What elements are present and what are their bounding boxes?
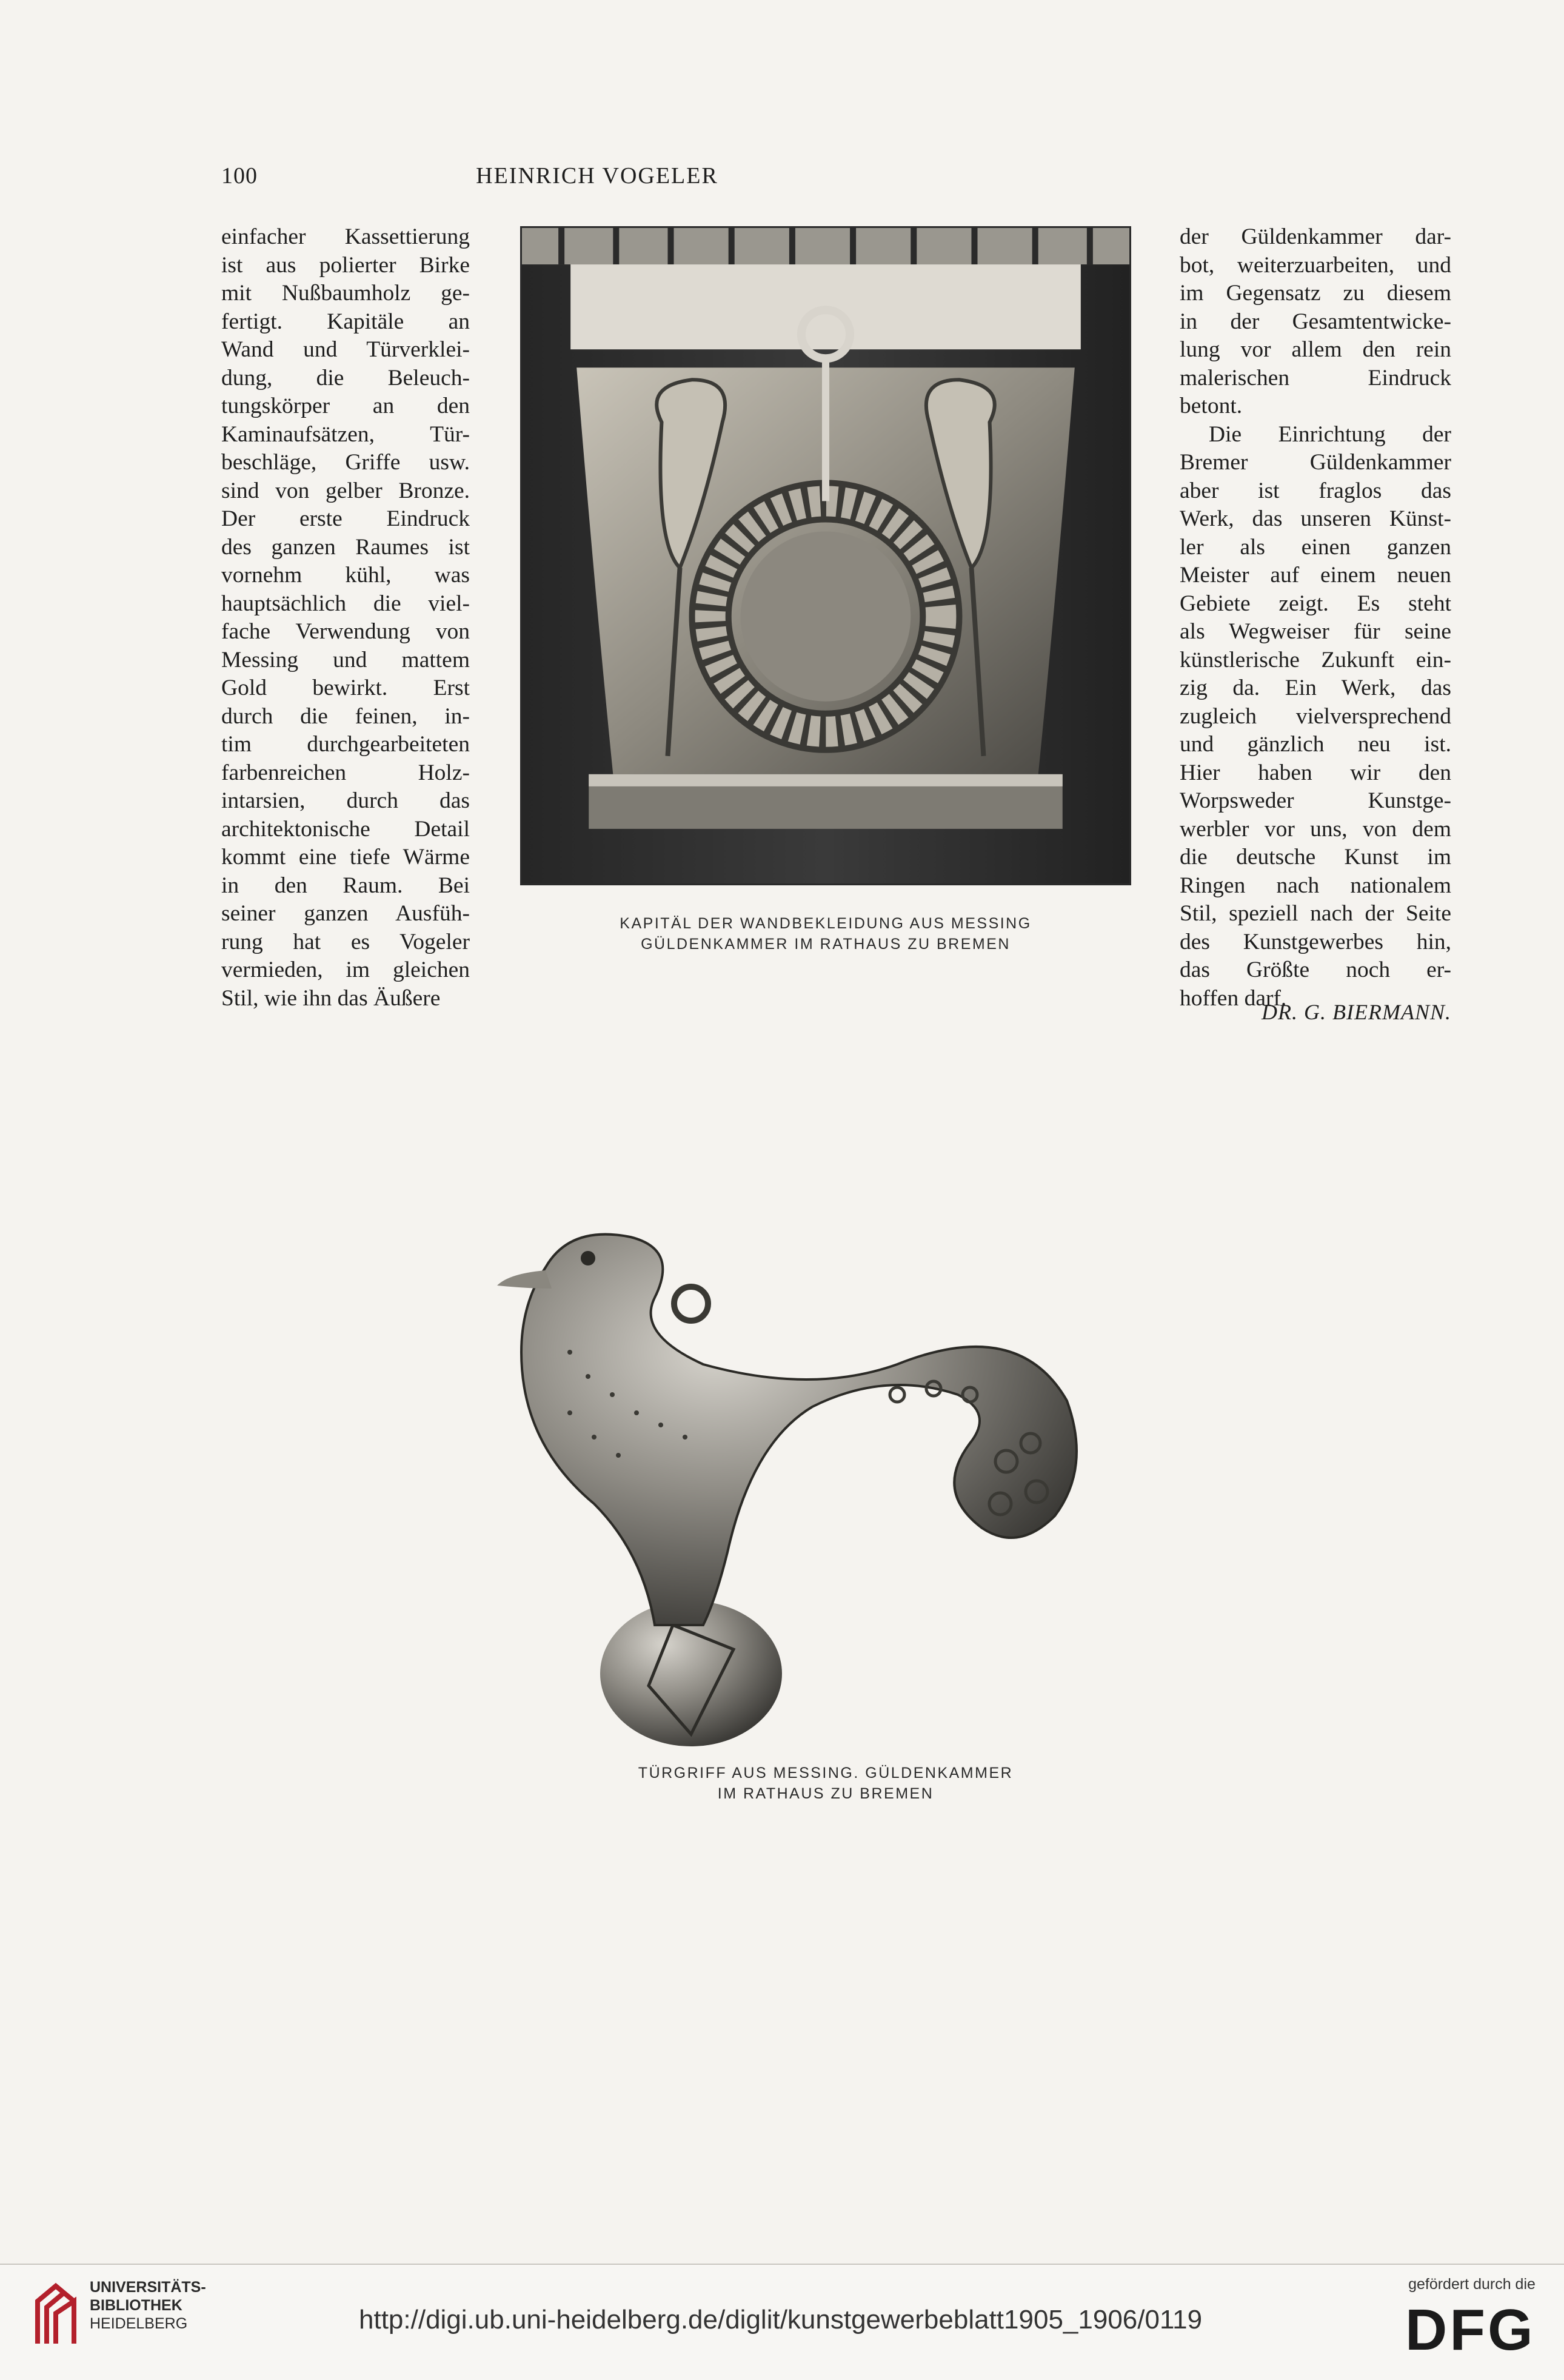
capital-image xyxy=(522,228,1129,883)
door-handle-caption-line-1: TÜRGRIFF AUS MESSING. GÜLDENKAMMER xyxy=(638,1765,1014,1782)
text-line: werbler vor uns, von dem xyxy=(1180,816,1451,842)
digitization-footer xyxy=(0,2264,1564,2380)
text-line: seiner ganzen Ausfüh- xyxy=(221,901,470,926)
capital-caption-line-2: GÜLDENKAMMER IM RATHAUS ZU BREMEN xyxy=(641,936,1011,953)
ub-heidelberg-logo-icon xyxy=(32,2277,80,2350)
text-line: Kaminaufsätzen, Tür- xyxy=(221,421,470,447)
text-line: und gänzlich neu ist. xyxy=(1180,732,1451,757)
text-line: Bremer Güldenkammer xyxy=(1180,450,1451,475)
text-line: aber ist fraglos das xyxy=(1180,478,1451,503)
text-line: beschläge, Griffe usw. xyxy=(221,450,470,475)
text-line: Wand und Türverklei- xyxy=(221,337,470,362)
text-line: Hier haben wir den xyxy=(1180,760,1451,785)
text-line: des ganzen Raumes ist xyxy=(221,534,470,560)
text-line: Messing und mattem xyxy=(221,647,470,672)
text-line: Meister auf einem neuen xyxy=(1180,563,1451,588)
library-line-2: BIBLIOTHEK xyxy=(90,2297,182,2314)
text-line: des Kunstgewerbes hin, xyxy=(1180,929,1451,954)
text-line: zig da. Ein Werk, das xyxy=(1180,675,1451,700)
text-line: fache Verwendung von xyxy=(221,619,470,644)
text-line: die deutsche Kunst im xyxy=(1180,845,1451,870)
text-line: Die Einrichtung der xyxy=(1209,421,1451,447)
text-line: sind von gelber Bronze. xyxy=(221,478,470,503)
capital-photograph xyxy=(520,226,1131,885)
text-line: Stil, wie ihn das Äußere xyxy=(221,985,441,1011)
door-handle-photograph xyxy=(473,1213,1212,1758)
text-line: fertigt. Kapitäle an xyxy=(221,309,470,334)
text-line: im Gegensatz zu diesem xyxy=(1180,281,1451,306)
text-line: künstlerische Zukunft ein- xyxy=(1180,647,1451,672)
left-text-column xyxy=(221,223,470,1013)
text-line: Ringen nach nationalem xyxy=(1180,873,1451,898)
door-handle-caption-line-2: IM RATHAUS ZU BREMEN xyxy=(717,1785,934,1802)
text-line: ist aus polierter Birke xyxy=(221,252,470,278)
text-line: kommt eine tiefe Wärme xyxy=(221,845,470,870)
capital-caption xyxy=(520,913,1131,954)
author-signature: DR. G. BIERMANN. xyxy=(1262,1000,1451,1024)
dfg-logo: DFG xyxy=(1405,2298,1536,2362)
sponsor-text: gefördert durch die xyxy=(1408,2276,1536,2293)
text-line: als Wegweiser für seine xyxy=(1180,619,1451,644)
text-line: Gold bewirkt. Erst xyxy=(221,675,470,700)
text-line: malerischen Eindruck xyxy=(1180,365,1451,391)
text-line: mit Nußbaumholz ge- xyxy=(221,281,470,306)
text-line: in der Gesamtentwicke- xyxy=(1180,309,1451,334)
text-line: hoffen darf. xyxy=(1180,985,1287,1011)
text-line: bot, weiterzuarbeiten, und xyxy=(1180,252,1451,278)
text-line: Gebiete zeigt. Es steht xyxy=(1180,591,1451,616)
permalink-url[interactable]: http://digi.ub.uni-heidelberg.de/diglit/kunstgewerbeblatt1905_1906/0119 xyxy=(359,2305,1203,2335)
door-handle-image xyxy=(473,1213,1212,1758)
running-head xyxy=(221,163,973,193)
text-line: rung hat es Vogeler xyxy=(221,929,470,954)
text-line: in den Raum. Bei xyxy=(221,873,470,898)
text-line: farbenreichen Holz- xyxy=(221,760,470,785)
text-line: hauptsächlich die viel- xyxy=(221,591,470,616)
text-line: vermieden, im gleichen xyxy=(221,957,470,982)
text-line: das Größte noch er- xyxy=(1180,957,1451,982)
text-line: Der erste Eindruck xyxy=(221,506,470,531)
page-number: 100 xyxy=(221,163,258,189)
text-line: tim durchgearbeiteten xyxy=(221,732,470,757)
text-line: Worpsweder Kunstge- xyxy=(1180,788,1451,813)
text-line: tungskörper an den xyxy=(221,394,470,418)
library-name xyxy=(90,2278,206,2333)
text-line: architektonische Detail xyxy=(221,816,470,842)
text-line: lung vor allem den rein xyxy=(1180,337,1451,362)
door-handle-caption xyxy=(520,1763,1131,1804)
library-line-1: UNIVERSITÄTS- xyxy=(90,2279,206,2296)
text-line: Werk, das unseren Künst- xyxy=(1180,506,1451,531)
text-line: dung, die Beleuch- xyxy=(221,365,470,391)
text-line: einfacher Kassettierung xyxy=(221,224,470,249)
text-line: zugleich vielversprechend xyxy=(1180,703,1451,729)
text-line: ler als einen ganzen xyxy=(1180,534,1451,560)
right-text-column xyxy=(1180,223,1451,1013)
capital-caption-line-1: KAPITÄL DER WANDBEKLEIDUNG AUS MESSING xyxy=(620,915,1032,932)
text-line: betont. xyxy=(1180,394,1243,418)
running-title: HEINRICH VOGELER xyxy=(476,163,718,189)
library-line-3: HEIDELBERG xyxy=(90,2315,188,2332)
text-line: Stil, speziell nach der Seite xyxy=(1180,901,1451,926)
text-line: der Güldenkammer dar- xyxy=(1180,224,1451,249)
text-line: intarsien, durch das xyxy=(221,788,470,813)
text-line: durch die feinen, in- xyxy=(221,703,470,729)
text-line: vornehm kühl, was xyxy=(221,563,470,588)
